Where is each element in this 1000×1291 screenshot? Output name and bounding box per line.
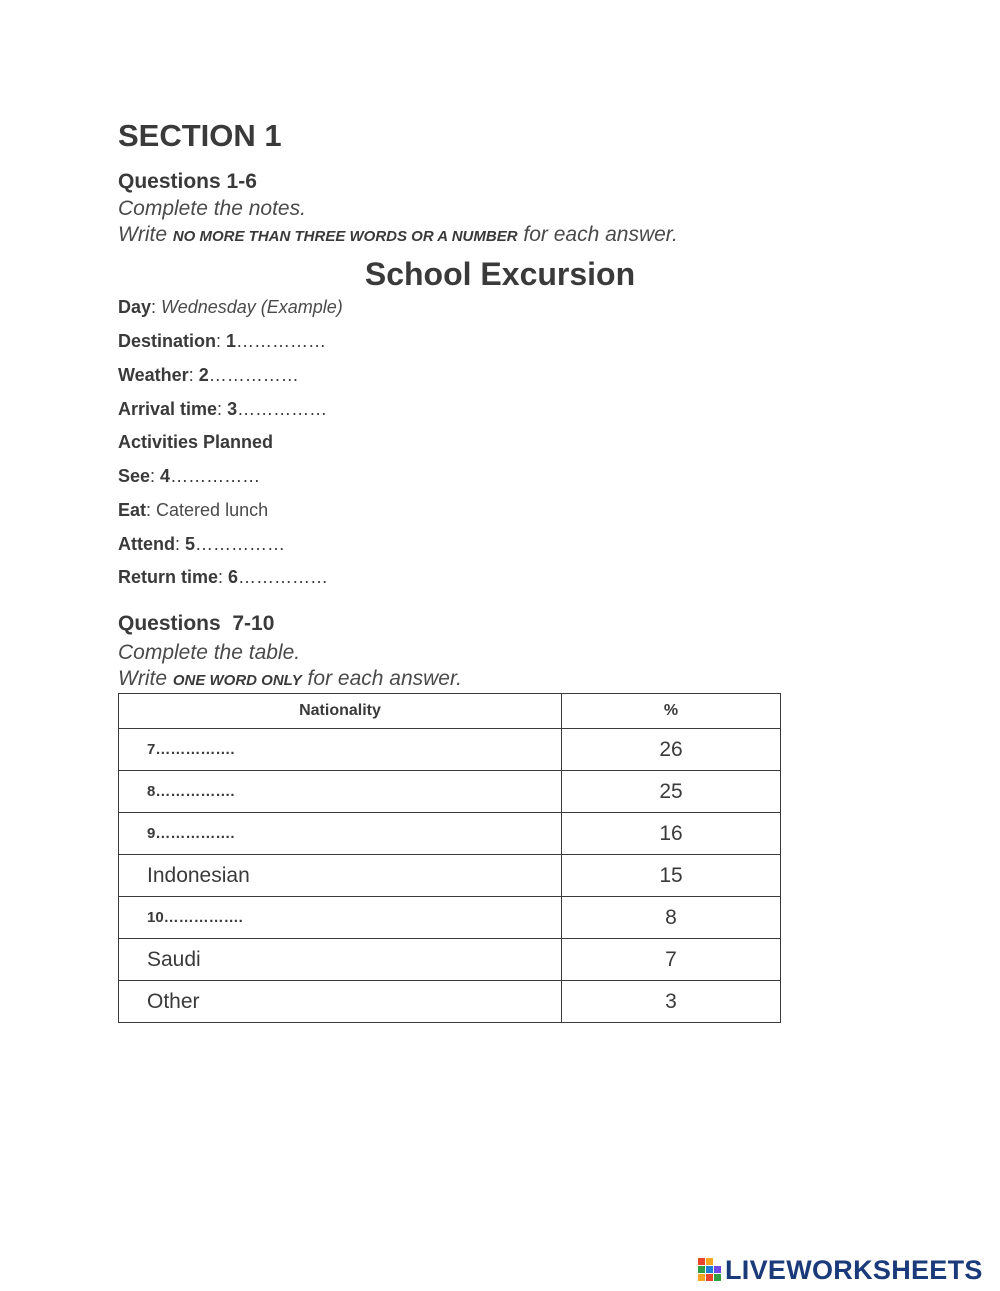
question-number: 4 — [160, 466, 171, 486]
note-eat — [118, 500, 268, 521]
note-sep: : — [217, 399, 228, 419]
answer-blank[interactable]: …………… — [237, 399, 328, 419]
brand-name[interactable]: LIVEWORKSHEETS — [725, 1254, 983, 1285]
table-row — [119, 813, 781, 855]
instruction-complete-notes: Complete the notes. — [118, 197, 306, 220]
note-label: Destination — [118, 331, 217, 351]
percent-cell: 16 — [562, 813, 781, 855]
header-percent: % — [562, 694, 781, 729]
percent-cell: 8 — [562, 897, 781, 939]
note-weather — [118, 365, 299, 386]
instruction-post: for each answer. — [517, 223, 678, 246]
liveworksheets-logo-icon — [698, 1258, 722, 1282]
question-number: 2 — [198, 365, 209, 385]
percent-cell: 15 — [562, 855, 781, 897]
note-sep: : — [146, 500, 157, 520]
percent-cell: 3 — [562, 981, 781, 1023]
instruction-word-limit — [118, 223, 678, 247]
note-day — [118, 297, 343, 318]
questions-7-10-heading: Questions 7-10 — [118, 612, 275, 635]
nationality-text: Saudi — [147, 947, 201, 971]
nationality-cell[interactable] — [119, 897, 562, 939]
instruction-caps: NO MORE THAN THREE WORDS OR A NUMBER — [172, 228, 518, 245]
nationality-cell — [119, 939, 562, 981]
answer-blank[interactable]: 7……………. — [147, 740, 235, 758]
answer-blank[interactable]: 8……………. — [147, 782, 235, 800]
note-label: Attend — [118, 534, 175, 554]
note-arrival-time — [118, 399, 327, 420]
question-number: 3 — [227, 399, 238, 419]
note-label: Arrival time — [118, 399, 218, 419]
table-row — [119, 939, 781, 981]
percent-cell: 7 — [562, 939, 781, 981]
section-title: SECTION 1 — [118, 118, 282, 153]
instruction-complete-table: Complete the table. — [118, 641, 301, 664]
answer-blank[interactable]: …………… — [195, 534, 286, 554]
question-number: 6 — [228, 567, 239, 587]
instruction-one-word — [118, 667, 462, 691]
instruction-pre: Write — [118, 223, 173, 246]
header-nationality: Nationality — [119, 694, 562, 729]
answer-blank[interactable]: …………… — [236, 331, 327, 351]
note-sep: : — [188, 365, 199, 385]
question-number: 5 — [185, 534, 196, 554]
answer-blank[interactable]: …………… — [170, 466, 261, 486]
nationality-text: Indonesian — [147, 863, 250, 887]
nationality-cell[interactable] — [119, 813, 562, 855]
table-row — [119, 981, 781, 1023]
note-activities-heading — [118, 432, 273, 453]
instruction-pre: Write — [118, 667, 173, 690]
answer-blank[interactable]: …………… — [208, 365, 299, 385]
table-row — [119, 729, 781, 771]
note-label: See — [118, 466, 151, 486]
answer-blank[interactable]: 10……………. — [147, 908, 243, 926]
note-sep: : — [175, 534, 186, 554]
note-label: Activities Planned — [118, 432, 274, 452]
table-header-row — [119, 694, 781, 729]
note-value: Catered lunch — [156, 500, 269, 520]
note-sep: : — [151, 297, 162, 317]
note-label: Day — [118, 297, 152, 317]
nationality-table — [118, 693, 781, 1023]
document-title: School Excursion — [364, 256, 636, 292]
question-number: 1 — [226, 331, 237, 351]
table-row — [119, 855, 781, 897]
nationality-text: Other — [147, 989, 200, 1013]
nationality-cell[interactable] — [119, 771, 562, 813]
note-attend — [118, 534, 285, 555]
questions-1-6-heading: Questions 1-6 — [118, 170, 257, 193]
note-value: Wednesday (Example) — [161, 297, 343, 317]
instruction-post: for each answer. — [301, 667, 463, 690]
table-row — [119, 771, 781, 813]
liveworksheets-brand[interactable] — [698, 1255, 983, 1285]
note-label: Weather — [118, 365, 189, 385]
percent-cell: 26 — [562, 729, 781, 771]
instruction-caps: ONE WORD ONLY — [172, 672, 302, 689]
note-label: Return time — [118, 567, 219, 587]
table-row — [119, 897, 781, 939]
note-sep: : — [216, 331, 227, 351]
note-sep: : — [150, 466, 161, 486]
note-see — [118, 466, 260, 487]
nationality-cell — [119, 855, 562, 897]
answer-blank[interactable]: 9……………. — [147, 824, 235, 842]
percent-cell: 25 — [562, 771, 781, 813]
nationality-cell[interactable] — [119, 729, 562, 771]
note-return-time — [118, 567, 328, 588]
note-destination — [118, 331, 326, 352]
note-label: Eat — [118, 500, 147, 520]
answer-blank[interactable]: …………… — [238, 567, 329, 587]
nationality-cell — [119, 981, 562, 1023]
note-sep: : — [218, 567, 229, 587]
